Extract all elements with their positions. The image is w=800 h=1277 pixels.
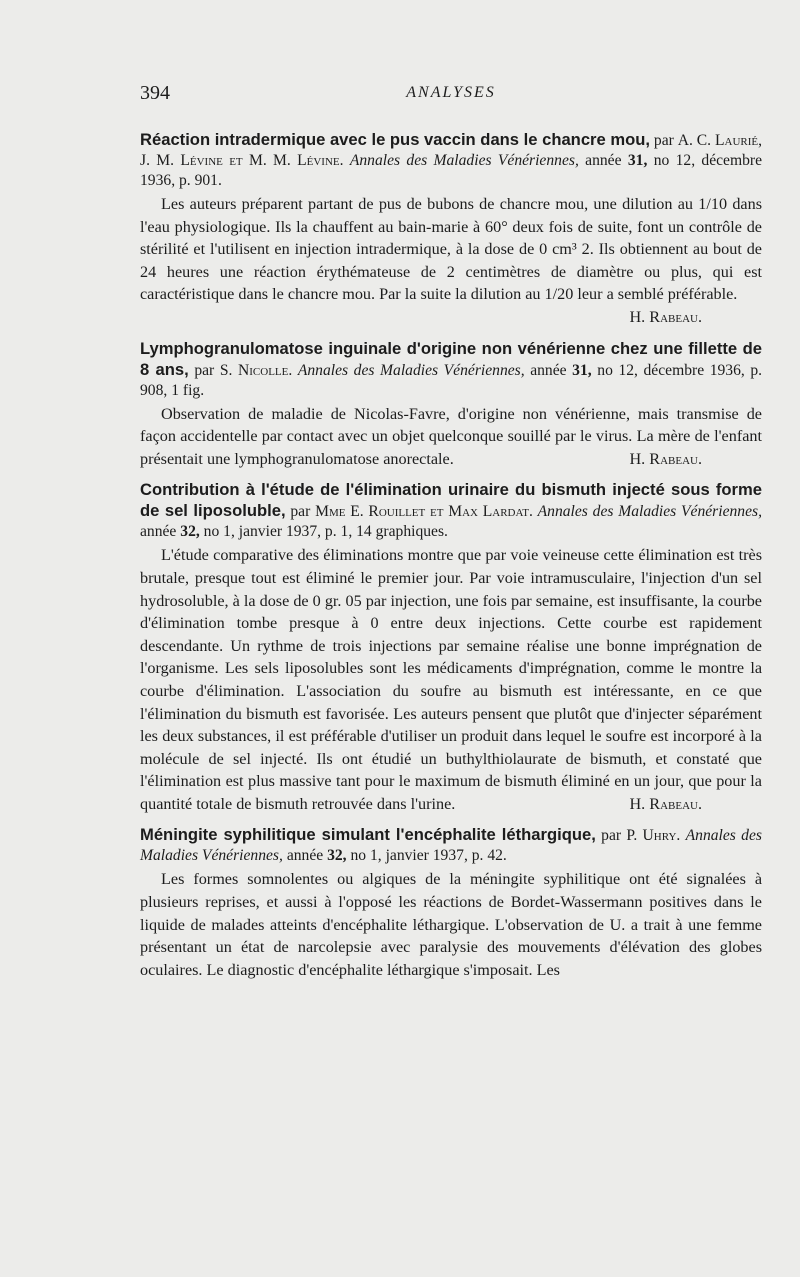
article-reference — [140, 339, 762, 401]
issue: no 1, janvier 1937, p. 42. — [350, 847, 507, 865]
year-label: année — [530, 361, 567, 379]
volume: 32, — [327, 847, 347, 865]
volume: 31, — [572, 361, 592, 379]
article-body-text: L'étude comparative des éliminations montre que par voie veineuse cette élimination est très brutale, presque tout est éliminé le premier jour. Par voie intramusculaire, l'injection d'un sel hydrosoluble, à la dose de 0 gr. 05 par injection, une fois par semaine, est insuffisante, la courbe d'élimination tombe presque à 0 entre deux injections. Cette courbe est rapidement descendante. Un rythme de trois injections par semaine réalise une bonne imprégnation de l'organisme. Les sels liposolubles sont les médicaments d'imprégnation, comme le montre la courbe d'élimination. L'association du soufre au bismuth est intéressante, en ce que l'élimination du bismuth est favorisée. Les auteurs pensent que plutôt que d'injecter séparément les deux substances, il est préférable d'utiliser un produit dans lequel le soufre est incorporé à la molécule de sel injecté. Ils ont étudié un buthylthiolaurate de bismuth, et constaté que l'élimination est plus massive tant pour le maximum de bismuth éliminé en un jour, que pour la quantité totale de bismuth retrouvée dans l'urine. — [140, 546, 762, 813]
journal-name: Annales des Maladies Vénériennes, — [537, 503, 762, 521]
page-number: 394 — [140, 82, 170, 104]
article-2 — [140, 339, 762, 471]
article-title: Méningite syphilitique simulant l'encéphalite léthargique, — [140, 825, 596, 845]
article-authors: A. C. Laurié, J. M. Lévine et M. M. Lévine. — [140, 132, 763, 169]
by-word: par — [601, 827, 622, 845]
year-label: année — [286, 847, 324, 865]
article-title: Lymphogranulomatose inguinale d'origine non vénérienne chez une fillette de 8 ans, — [140, 338, 762, 379]
article-reference — [140, 825, 762, 866]
journal-name: Annales des Maladies Vénériennes, — [140, 827, 762, 865]
by-word: par — [194, 361, 215, 379]
article-4 — [140, 825, 762, 981]
journal-name: Annales des Maladies Vénériennes, — [297, 361, 525, 379]
issue: no 12, décembre 1936, p. 901. — [140, 152, 763, 189]
issue: no 1, janvier 1937, p. 1, 14 graphiques. — [203, 523, 448, 541]
volume: 32, — [180, 523, 200, 541]
article-authors: S. Nicolle. — [219, 361, 293, 379]
by-word: par — [653, 132, 674, 149]
article-body-text: Observation de maladie de Nicolas-Favre, d'origine non vénérienne, mais transmise de façon accidentelle par contact avec un objet quelconque souillé par le virus. La mère de l'enfant présentait une lymphogranulomatose anorectale. — [140, 404, 762, 468]
signature: H. Rabeau. — [629, 307, 702, 326]
article-body-text: Les formes somnolentes ou algiques de la méningite syphilitique ont été signalées à plusieurs reprises, et aussi à l'opposé les réactions de Bordet-Wassermann positives dans le liquide de malades atteints d'encéphalite léthargique. L'observation de U. a trait à une femme présentant un état de narcolepsie avec paralysie des mouvements d'élévation des globes oculaires. Le diagnostic d'encéphalite léthargique s'imposait. Les — [140, 870, 762, 979]
article-body — [140, 403, 762, 471]
signature: H. Rabeau. — [629, 794, 702, 813]
article-body — [140, 193, 762, 326]
article-body — [140, 868, 762, 981]
article-reference — [140, 130, 762, 191]
issue: no 12, décembre 1936, p. 908, 1 fig. — [140, 361, 763, 399]
by-word: par — [290, 503, 311, 521]
article-reference — [140, 480, 762, 542]
article-authors: P. Uhry. — [626, 827, 681, 845]
signature: H. Rabeau. — [629, 449, 702, 468]
article-3 — [140, 480, 762, 815]
running-title: ANALYSES — [406, 84, 496, 101]
year-label: année — [140, 523, 177, 541]
volume: 31, — [627, 152, 648, 169]
article-title: Contribution à l'étude de l'élimination urinaire du bismuth injecté sous forme de sel liposoluble, — [140, 480, 762, 521]
journal-name: Annales des Maladies Vénériennes, — [349, 152, 579, 169]
article-list — [140, 130, 762, 991]
year-label: année — [585, 152, 622, 169]
article-title: Réaction intradermique avec le pus vaccin dans le chancre mou, — [140, 130, 650, 149]
article-body — [140, 544, 762, 815]
article-1 — [140, 130, 762, 329]
article-authors: Mme E. Rouillet et Max Lardat. — [315, 503, 533, 521]
article-body-text: Les auteurs préparent partant de pus de bubons de chancre mou, une dilution au 1/10 dans l'eau physiologique. Ils la chauffent au bain-marie à 60° deux fois de suite, font un contrôle de stérilité et l'utilisent en injection intradermique, à la dose de 0 cm³ 2. Ils obtiennent au bout de 24 heures une réaction érythémateuse de 2 centimètres de diamètre ou plus, qui est caractéristique dans le chancre mou. Par la suite la dilution au 1/20 leur a semblé préférable. — [140, 195, 762, 304]
running-head — [140, 82, 762, 104]
